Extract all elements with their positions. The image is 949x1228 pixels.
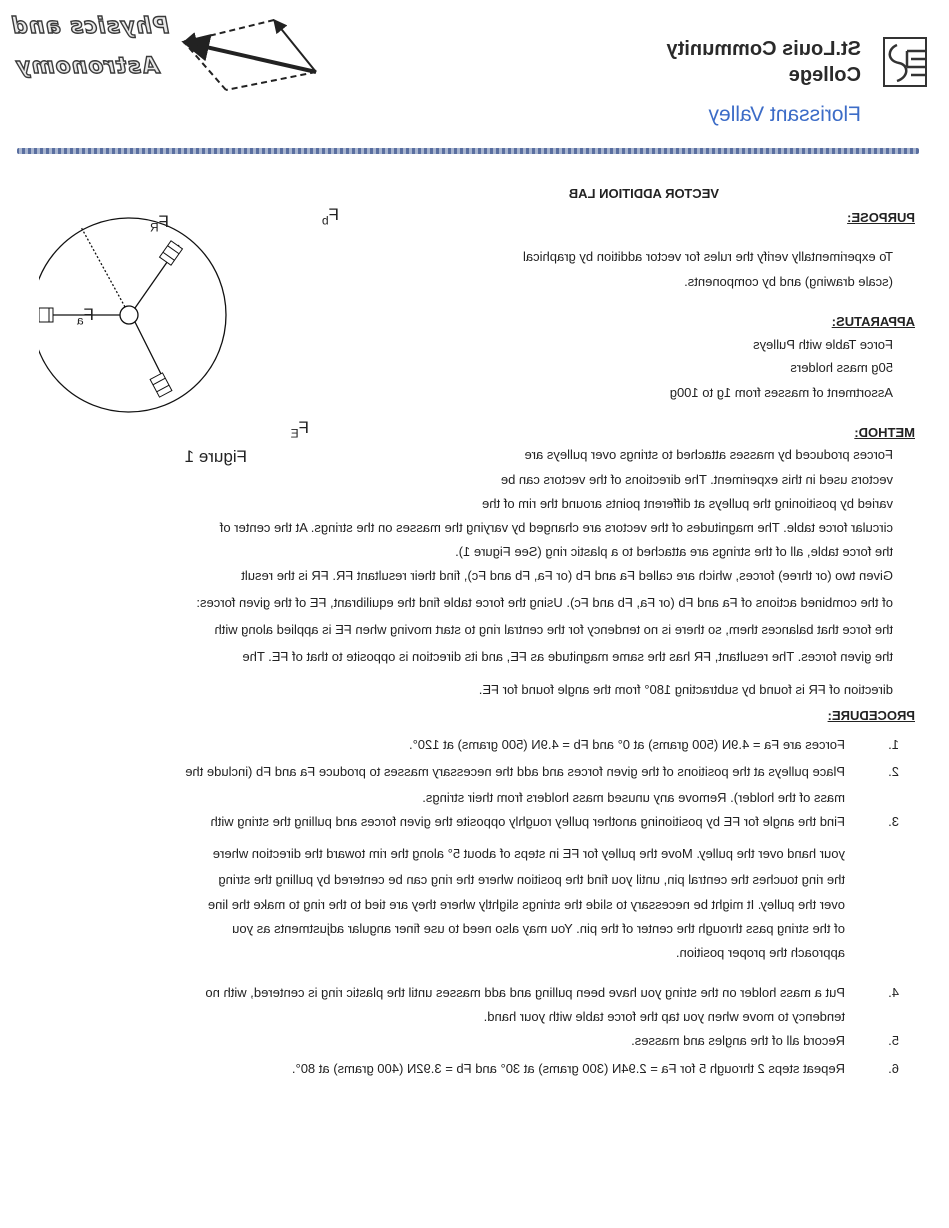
college-name-line2: College [788, 64, 861, 86]
method-line: varied by positioning the pulleys at different points around the rim of the [482, 496, 893, 511]
method-line: Forces produced by masses attached to strings over pulleys are [524, 447, 893, 462]
apparatus-item: Force Table with Pulleys [753, 337, 893, 352]
pulley-b [160, 241, 183, 265]
step-number: 6. [888, 1061, 899, 1076]
purpose-line1: To experimentally verify the rules for vector addition by graphical [523, 249, 893, 264]
procedure-line: Repeat steps 2 through 5 for Fa = 2.94N (300 grams) at 30° and Fb = 3.92N (400 grams) at 80°. [291, 1061, 845, 1076]
vector-triangle-icon [174, 14, 334, 94]
college-logo-icon [883, 37, 927, 87]
procedure-line: your hand over the pulley. Move the pulley for FE in steps of about 5° along the rim toward the direction where [212, 846, 845, 861]
page-title: VECTOR ADDITION LAB [568, 186, 719, 201]
step-number: 1. [888, 737, 899, 752]
procedure-line: the ring touches the central pin, until you find the position where the ring can be centered by pulling the string [218, 872, 845, 887]
college-name-line1: St.Louis Community [666, 38, 861, 60]
step-number: 3. [888, 814, 899, 829]
procedure-line: over the pulley. It might be necessary to slide the strings slightly where they are tied to the ring to make the line [207, 897, 845, 912]
purpose-heading: PURPOSE: [847, 210, 915, 225]
step-number: 4. [888, 985, 899, 1000]
force-label-e: $F_E$ [290, 418, 309, 441]
figure-caption: Figure 1 [184, 447, 247, 466]
department-line2: Astronomy [15, 54, 159, 79]
apparatus-heading: APPARATUS: [831, 314, 915, 329]
procedure-heading: PROCEDURE: [827, 708, 915, 723]
method-line: circular force table. The magnitudes of the vectors are changed by varying the masses on the strings. At the center of [219, 520, 893, 535]
method-line: direction of FR is found by subtracting 180° from the angle found for FE. [478, 682, 893, 697]
method-line: Given two (or three) forces, which are called Fa and Fb (or Fa, Fb and Fc), find their resultant FR. FR is the result [241, 568, 893, 583]
method-line: vectors used in this experiment. The directions of the vectors can be [500, 472, 893, 487]
method-line: of the combined actions of Fa and Fb (or Fa, Fb and Fc). Using the force table find the equilibrant, FE of the given forces: [196, 595, 893, 610]
force-label-b: $F_b$ [321, 205, 339, 228]
header-divider [17, 148, 919, 154]
method-line: the force table, all of the strings are attached to a plastic ring (See Figure 1). [455, 544, 893, 559]
method-heading: METHOD: [854, 425, 915, 440]
step-number: 2. [888, 764, 899, 779]
procedure-line: Record all of the angles and masses. [631, 1033, 845, 1048]
purpose-line2: (scale drawing) and by components. [684, 274, 893, 289]
force-label-a: $F_a$ [76, 305, 94, 328]
procedure-line: tendency to move when you tap the force table with your hand. [483, 1009, 845, 1024]
apparatus-item: Assortment of masses from 1g to 100g [669, 385, 893, 400]
procedure-line: of the string pass through the center of the pin. You may also need to use finer angular adjustments as you [232, 921, 845, 936]
pulley-e [150, 373, 172, 397]
pulley-a [39, 308, 53, 322]
campus-name: Florissant Valley [708, 103, 861, 126]
procedure-line: Place pulleys at the positions of the given forces and add the necessary masses to produce Fa and Fb (include the [185, 764, 845, 779]
procedure-line: Put a mass holder on the string you have been pulling and add masses until the plastic ring is centered, with no [205, 985, 845, 1000]
procedure-line: Find the angle for FE by positioning another pulley roughly opposite the given forces and pulling the string with [210, 814, 845, 829]
procedure-line: approach the proper position. [675, 945, 845, 960]
apparatus-item: 50g mass holders [790, 360, 893, 375]
method-line: the force that balances them, so there is no tendency for the central ring to start moving when FE is applied along with [214, 622, 893, 637]
force-label-r: $F_R$ [149, 212, 169, 235]
method-line: the given forces. The resultant, FR has the same magnitude as FE, and its direction is opposite to that of FE. The [242, 649, 893, 664]
procedure-line: mass of the holder). Remove any unused mass holders from their strings. [422, 790, 845, 805]
step-number: 5. [888, 1033, 899, 1048]
department-line1: Physics and [11, 14, 169, 39]
procedure-line: Forces are Fa = 4.9N (500 grams) at 0° and Fb = 4.9N (500 grams) at 120°. [409, 737, 845, 752]
